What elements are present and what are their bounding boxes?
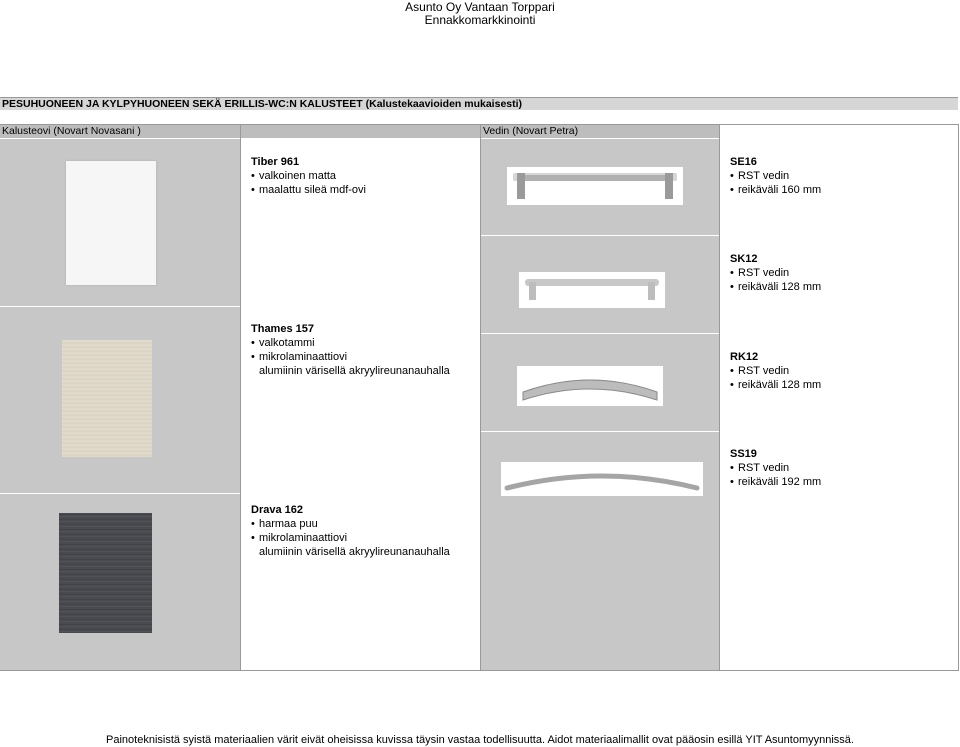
door-info-tiber: [251, 155, 366, 197]
door-bullet: • valkoinen matta: [251, 169, 366, 183]
grid-line: [0, 124, 959, 125]
handle-bullet: • reikäväli 128 mm: [730, 280, 821, 294]
handle-bullet: • RST vedin: [730, 461, 821, 475]
door-bullet: • maalattu sileä mdf-ovi: [251, 183, 366, 197]
door-image-cell-1: [0, 139, 240, 306]
door-name: Tiber 961: [251, 156, 300, 168]
door-swatch-tiber: [66, 161, 156, 285]
door-bullet: • mikrolaminaattiovi: [251, 350, 450, 364]
handle-name: RK12: [730, 351, 759, 363]
door-swatch-drava: [59, 513, 152, 633]
handle-info-ss19: [730, 447, 821, 489]
handle-image-ss19: [501, 462, 703, 496]
handle-bullet: • RST vedin: [730, 169, 821, 183]
grid-line: [240, 124, 241, 671]
handle-name: SE16: [730, 156, 757, 168]
grid-line: [0, 670, 959, 671]
handle-image-cell-3: [481, 333, 719, 431]
door-extra: alumiinin värisellä akryylireunanauhalla: [259, 546, 450, 558]
grid-line: [719, 124, 720, 671]
door-bullet: • harmaa puu: [251, 517, 450, 531]
column-header-doors: Kalusteovi (Novart Novasani ): [0, 125, 480, 138]
grid-line: [958, 124, 959, 671]
section-title: PESUHUONEEN JA KYLPYHUONEEN SEKÄ ERILLIS-WC:N KALUSTEET (Kalustekaavioiden mukaisesti): [0, 97, 958, 110]
handle-info-rk12: [730, 350, 821, 392]
document-subtitle: Ennakkomarkkinointi: [424, 13, 536, 27]
handle-image-se16: [507, 167, 683, 205]
door-image-cell-3: [0, 493, 240, 670]
handle-name: SK12: [730, 253, 758, 265]
handle-image-cell-1: [481, 139, 719, 235]
door-swatch-thames: [62, 340, 152, 457]
handle-image-cell-2: [481, 235, 719, 333]
door-bullet: • mikrolaminaattiovi: [251, 531, 450, 545]
handle-info-sk12: [730, 252, 821, 294]
handle-image-sk12: [519, 272, 665, 308]
door-name: Thames 157: [251, 323, 314, 335]
handle-image-rk12: [517, 366, 663, 406]
handle-bullet: • RST vedin: [730, 266, 821, 280]
door-info-drava: [251, 503, 450, 559]
door-bullet: • valkotammi: [251, 336, 450, 350]
door-extra: alumiinin värisellä akryylireunanauhalla: [259, 365, 450, 377]
handle-bullet: • RST vedin: [730, 364, 821, 378]
grid-line: [480, 124, 481, 671]
door-image-cell-2: [0, 306, 240, 493]
door-name: Drava 162: [251, 504, 303, 516]
door-info-thames: [251, 322, 450, 378]
footer-disclaimer: Painoteknisistä syistä materiaalien värit eivät oheisissa kuvissa täysin vastaa todellisuutta. Aidot materiaalimallit ovat pääosin esillä YIT Asuntomyynnissä.: [106, 734, 854, 746]
handle-bullet: • reikäväli 160 mm: [730, 183, 821, 197]
company-name: Asunto Oy Vantaan Torppari: [405, 0, 555, 14]
handle-bullet: • reikäväli 128 mm: [730, 378, 821, 392]
column-header-handles: Vedin (Novart Petra): [481, 125, 719, 138]
handle-bullet: • reikäväli 192 mm: [730, 475, 821, 489]
handle-info-se16: [730, 155, 821, 197]
handle-image-cell-4: [481, 431, 719, 670]
handle-name: SS19: [730, 448, 757, 460]
